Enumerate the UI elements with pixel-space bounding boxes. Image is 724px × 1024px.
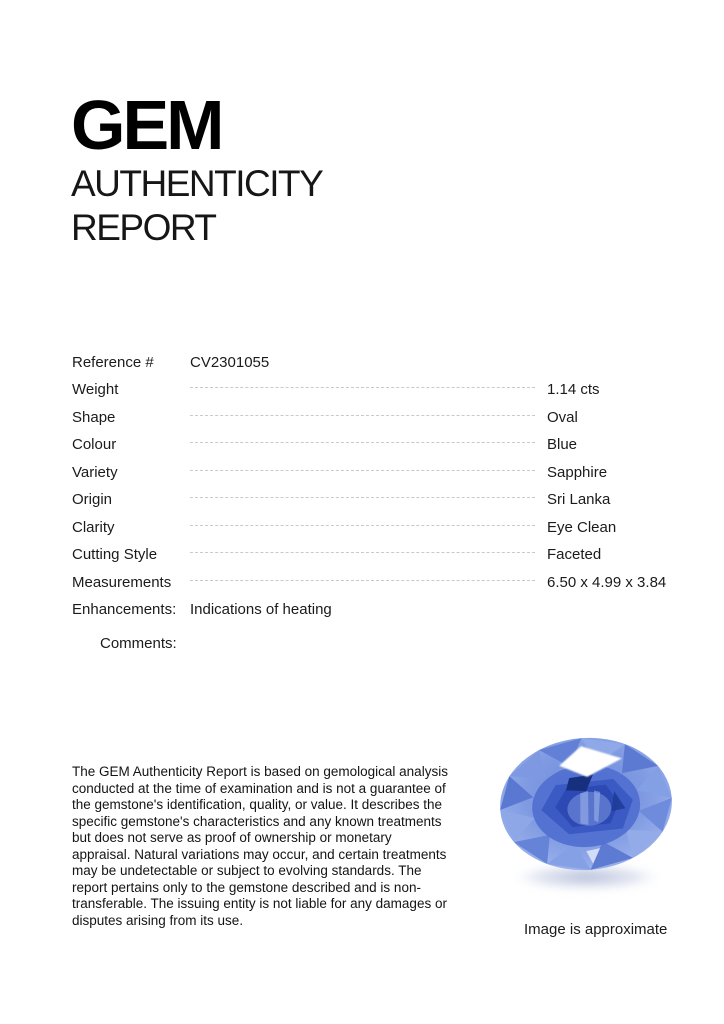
- field-label: Colour: [72, 436, 117, 453]
- field-row: [72, 623, 707, 651]
- field-value: 1.14 cts: [547, 381, 600, 398]
- gem-photo: [495, 731, 685, 906]
- fields-list: [72, 342, 707, 651]
- leader-line: [190, 469, 535, 471]
- leader-line: [190, 441, 535, 443]
- report-title-block: [71, 86, 323, 248]
- field-label: Enhancements:: [72, 601, 177, 618]
- field-label: Comments:: [100, 634, 177, 652]
- report-title-main: GEM: [71, 86, 222, 164]
- field-row: [72, 507, 707, 535]
- disclaimer-text: The GEM Authenticity Report is based on gemological analysis conducted at the time of examination and is not a guarantee of the gemstone's identification, quality, or value. It describes the specific gemstone's characteristics and any known treatments but does not serve as proof of ownership or monetary appraisal. Natural variations may occur, and certain treatments may be undetectable or subject to evolving standards. The report pertains only to the gemstone described and is non-transferable. The issuing entity is not liable for any damages or disputes arising from its use.: [72, 764, 448, 928]
- leader-line: [190, 386, 535, 388]
- leader-line: [190, 579, 535, 581]
- field-label: Cutting Style: [72, 546, 158, 563]
- field-row: [72, 425, 707, 453]
- leader-line: [190, 551, 535, 553]
- field-row: [72, 590, 707, 618]
- field-row: [72, 370, 707, 398]
- field-value: Faceted: [547, 546, 602, 563]
- field-label: Clarity: [72, 518, 115, 536]
- image-caption: Image is approximate: [524, 921, 668, 938]
- field-label: Origin: [72, 491, 113, 508]
- field-value: Oval: [547, 408, 578, 426]
- field-value: Eye Clean: [547, 518, 617, 536]
- report-title-sub-line1: AUTHENTICITY: [71, 163, 323, 204]
- field-value: Sri Lanka: [547, 491, 611, 508]
- field-label: Reference #: [72, 353, 154, 371]
- field-label: Variety: [72, 463, 118, 481]
- field-row: [72, 562, 707, 590]
- gem-photo-image: [495, 731, 685, 906]
- leader-line: [190, 496, 535, 498]
- field-value: CV2301055: [190, 353, 270, 371]
- field-value: Blue: [547, 436, 578, 453]
- field-value: Sapphire: [547, 463, 608, 481]
- field-value: Indications of heating: [190, 601, 332, 618]
- leader-line: [190, 524, 535, 526]
- leader-line: [190, 414, 535, 416]
- field-label: Weight: [72, 381, 119, 398]
- field-row: [72, 342, 707, 370]
- field-row: [72, 535, 707, 563]
- field-label: Shape: [72, 408, 116, 426]
- field-label: Measurements: [72, 573, 172, 591]
- field-row: [72, 397, 707, 425]
- field-row: [72, 480, 707, 508]
- field-value: 6.50 x 4.99 x 3.84: [547, 573, 667, 591]
- report-title-sub-line2: REPORT: [71, 207, 216, 248]
- field-row: [72, 452, 707, 480]
- gem-body: [496, 732, 677, 876]
